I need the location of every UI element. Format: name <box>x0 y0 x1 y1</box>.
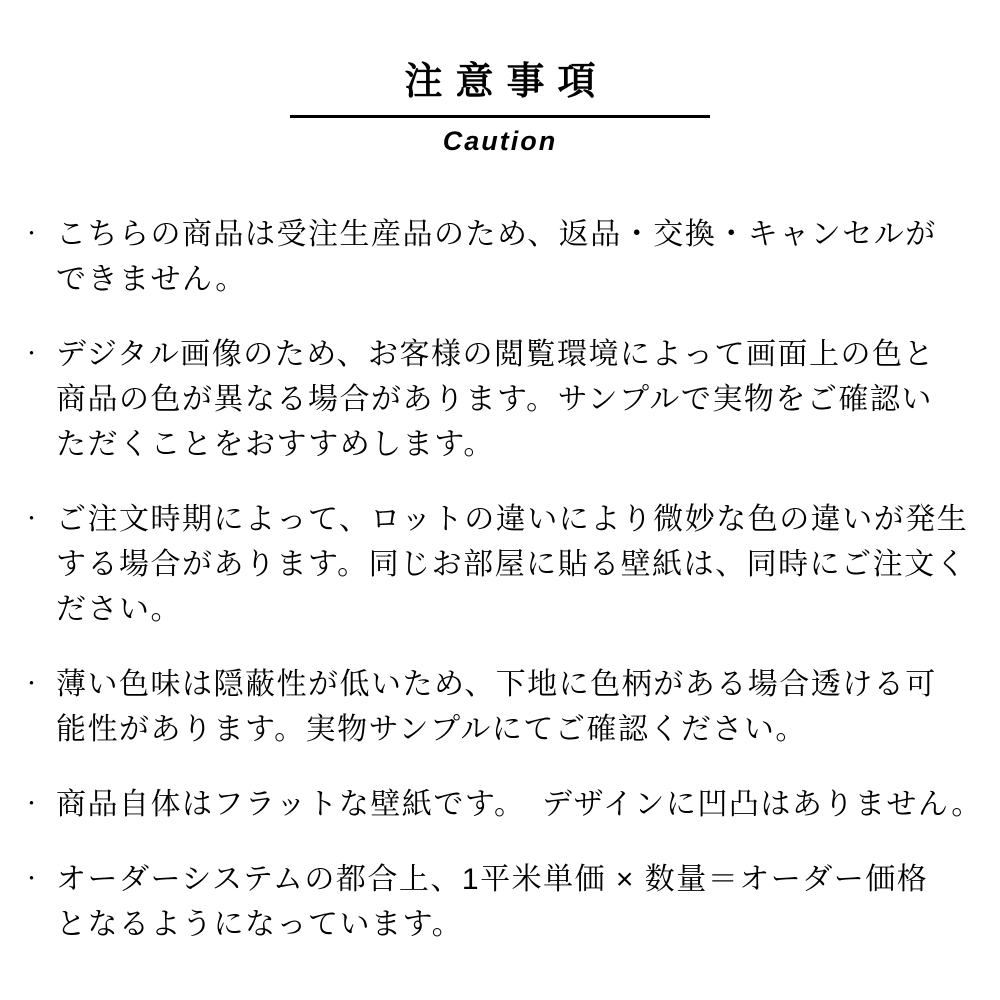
page-title: 注意事項 <box>404 61 609 103</box>
item-text <box>56 662 937 752</box>
item-line: ださい。 <box>56 592 182 626</box>
bullet-marker: ・ <box>22 343 42 365</box>
item-text <box>56 212 937 302</box>
item-text <box>56 497 968 632</box>
item-text <box>56 332 935 467</box>
header <box>0 0 1000 158</box>
item-line: オーダーシステムの都合上、1平米単価 × 数量＝オーダー価格 <box>56 862 929 896</box>
list-item <box>22 782 983 827</box>
item-line: する場合があります。同じお部屋に貼る壁紙は、同時にご注文く <box>56 547 968 581</box>
bullet-marker: ・ <box>22 223 42 245</box>
item-line: 商品の色が異なる場合があります。サンプルで実物をご確認い <box>56 382 933 416</box>
item-line: デジタル画像のため、お客様の閲覧環境によって画面上の色と <box>56 337 935 371</box>
item-line: となるようになっています。 <box>56 907 464 941</box>
list-item <box>22 332 980 467</box>
list-item <box>22 662 980 752</box>
title-divider <box>290 115 710 118</box>
bullet-marker: ・ <box>22 673 42 695</box>
item-line: こちらの商品は受注生産品のため、返品・交換・キャンセルが <box>56 217 937 251</box>
bullet-marker: ・ <box>22 793 42 815</box>
item-line: 薄い色味は隠蔽性が低いため、下地に色柄がある場合透ける可 <box>56 667 937 701</box>
list-item <box>22 212 980 302</box>
page-subtitle: Caution <box>442 125 558 156</box>
item-line: ただくことをおすすめします。 <box>56 427 495 461</box>
item-text <box>56 857 928 947</box>
caution-list <box>0 212 1000 947</box>
bullet-marker: ・ <box>22 868 42 890</box>
item-line: できません。 <box>56 262 247 296</box>
item-line: ご注文時期によって、ロットの違いにより微妙な色の違いが発生 <box>56 502 969 536</box>
list-item <box>22 857 980 947</box>
item-line: 能性があります。実物サンプルにてご確認ください。 <box>56 712 807 746</box>
list-item <box>22 497 980 632</box>
item-text <box>56 782 983 827</box>
item-line: 商品自体はフラットな壁紙です。 デザインに凹凸はありません。 <box>56 787 983 821</box>
bullet-marker: ・ <box>22 508 42 530</box>
